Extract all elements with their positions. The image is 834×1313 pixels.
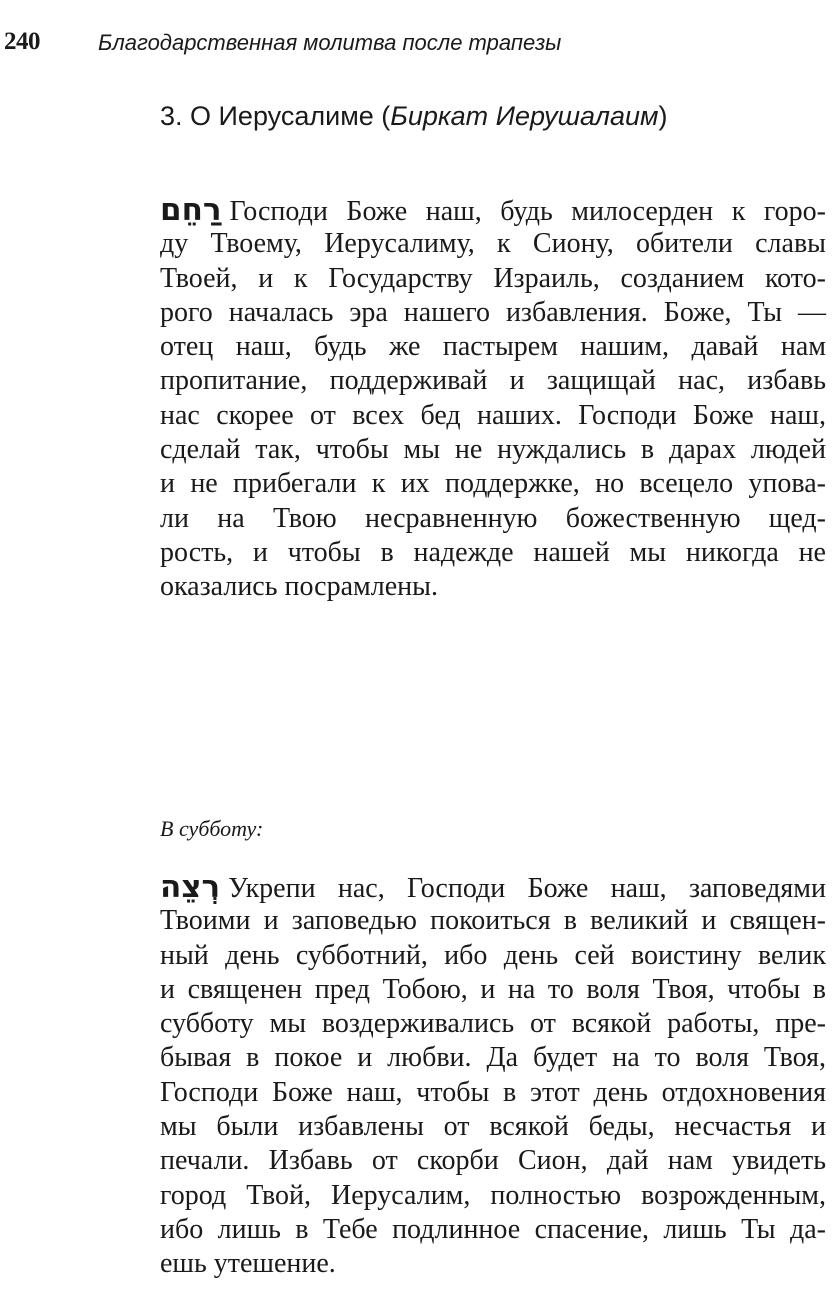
- retzeh-prayer-paragraph: [160, 870, 826, 1282]
- prayer-line: [160, 870, 826, 904]
- prayer-line: сделай так, чтобы мы не нуждались в дарах людей: [160, 434, 826, 466]
- prayer-line: [160, 193, 826, 227]
- section-heading-suffix: ): [658, 101, 668, 131]
- prayer-line: нас скорее от всех бед наших. Господи Боже наш,: [160, 399, 826, 431]
- section-heading-italic: Биркат Иерушалаим: [390, 101, 659, 131]
- prayer-line: бывая в покое и любви. Да будет на то воля Твоя,: [160, 1042, 826, 1074]
- prayer-line: город Твой, Иерусалим, полностью возрожденным,: [160, 1179, 826, 1211]
- prayer-line: ибо лишь в Тебе подлинное спасение, лишь Ты да-: [160, 1213, 826, 1245]
- prayer-line: ли на Твою несравненную божественную щед-: [160, 502, 826, 534]
- prayer-line: Господи Боже наш, чтобы в этот день отдохновения: [160, 1076, 826, 1108]
- section-heading-prefix: 3. О Иерусалиме (: [160, 101, 391, 131]
- prayer-line-text: Укрепи нас, Господи Боже наш, заповедями: [228, 873, 826, 904]
- prayer-line-text: Господи Боже наш, будь милосерден к горо-: [229, 196, 826, 227]
- hebrew-opening-word: רַחֵם: [160, 192, 222, 228]
- prayer-line: Твоими и заповедью покоиться в великий и священ-: [160, 905, 826, 937]
- running-head: [4, 28, 804, 58]
- shabbat-rubric: В субботу:: [160, 816, 264, 841]
- prayer-line: и не прибегали к их поддержке, но всецело упова-: [160, 468, 826, 500]
- prayer-line: мы были избавлены от всякой беды, несчастья и: [160, 1111, 826, 1143]
- prayer-line: рого началась эра нашего избавления. Боже, Ты —: [160, 296, 826, 328]
- page-number: 240: [4, 28, 40, 55]
- prayer-line: рость, и чтобы в надежде нашей мы никогда не: [160, 536, 826, 568]
- prayer-line: Твоей, и к Государству Израиль, созданием кото-: [160, 262, 826, 294]
- prayer-line: печали. Избавь от скорби Сион, дай нам увидеть: [160, 1145, 826, 1177]
- section-heading: [160, 101, 668, 132]
- prayer-line: и священен пред Тобою, и на то воля Твоя, чтобы в: [160, 973, 826, 1005]
- prayer-line: отец наш, будь же пастырем нашим, давай нам: [160, 331, 826, 363]
- rachem-prayer-paragraph: [160, 193, 826, 605]
- prayer-line: ный день субботний, ибо день сей воистину велик: [160, 939, 826, 971]
- running-title: Благодарственная молитва после трапезы: [98, 30, 562, 55]
- prayer-line: ду Твоему, Иерусалиму, к Сиону, обители славы: [160, 228, 826, 260]
- prayer-line: пропитание, поддерживай и защищай нас, избавь: [160, 365, 826, 397]
- hebrew-opening-word: רְצֵה: [160, 869, 221, 905]
- prayer-line: оказались посрамлены.: [160, 571, 438, 603]
- prayer-line: ешь утешение.: [160, 1248, 336, 1280]
- prayer-line: субботу мы воздерживались от всякой работы, пре-: [160, 1008, 826, 1040]
